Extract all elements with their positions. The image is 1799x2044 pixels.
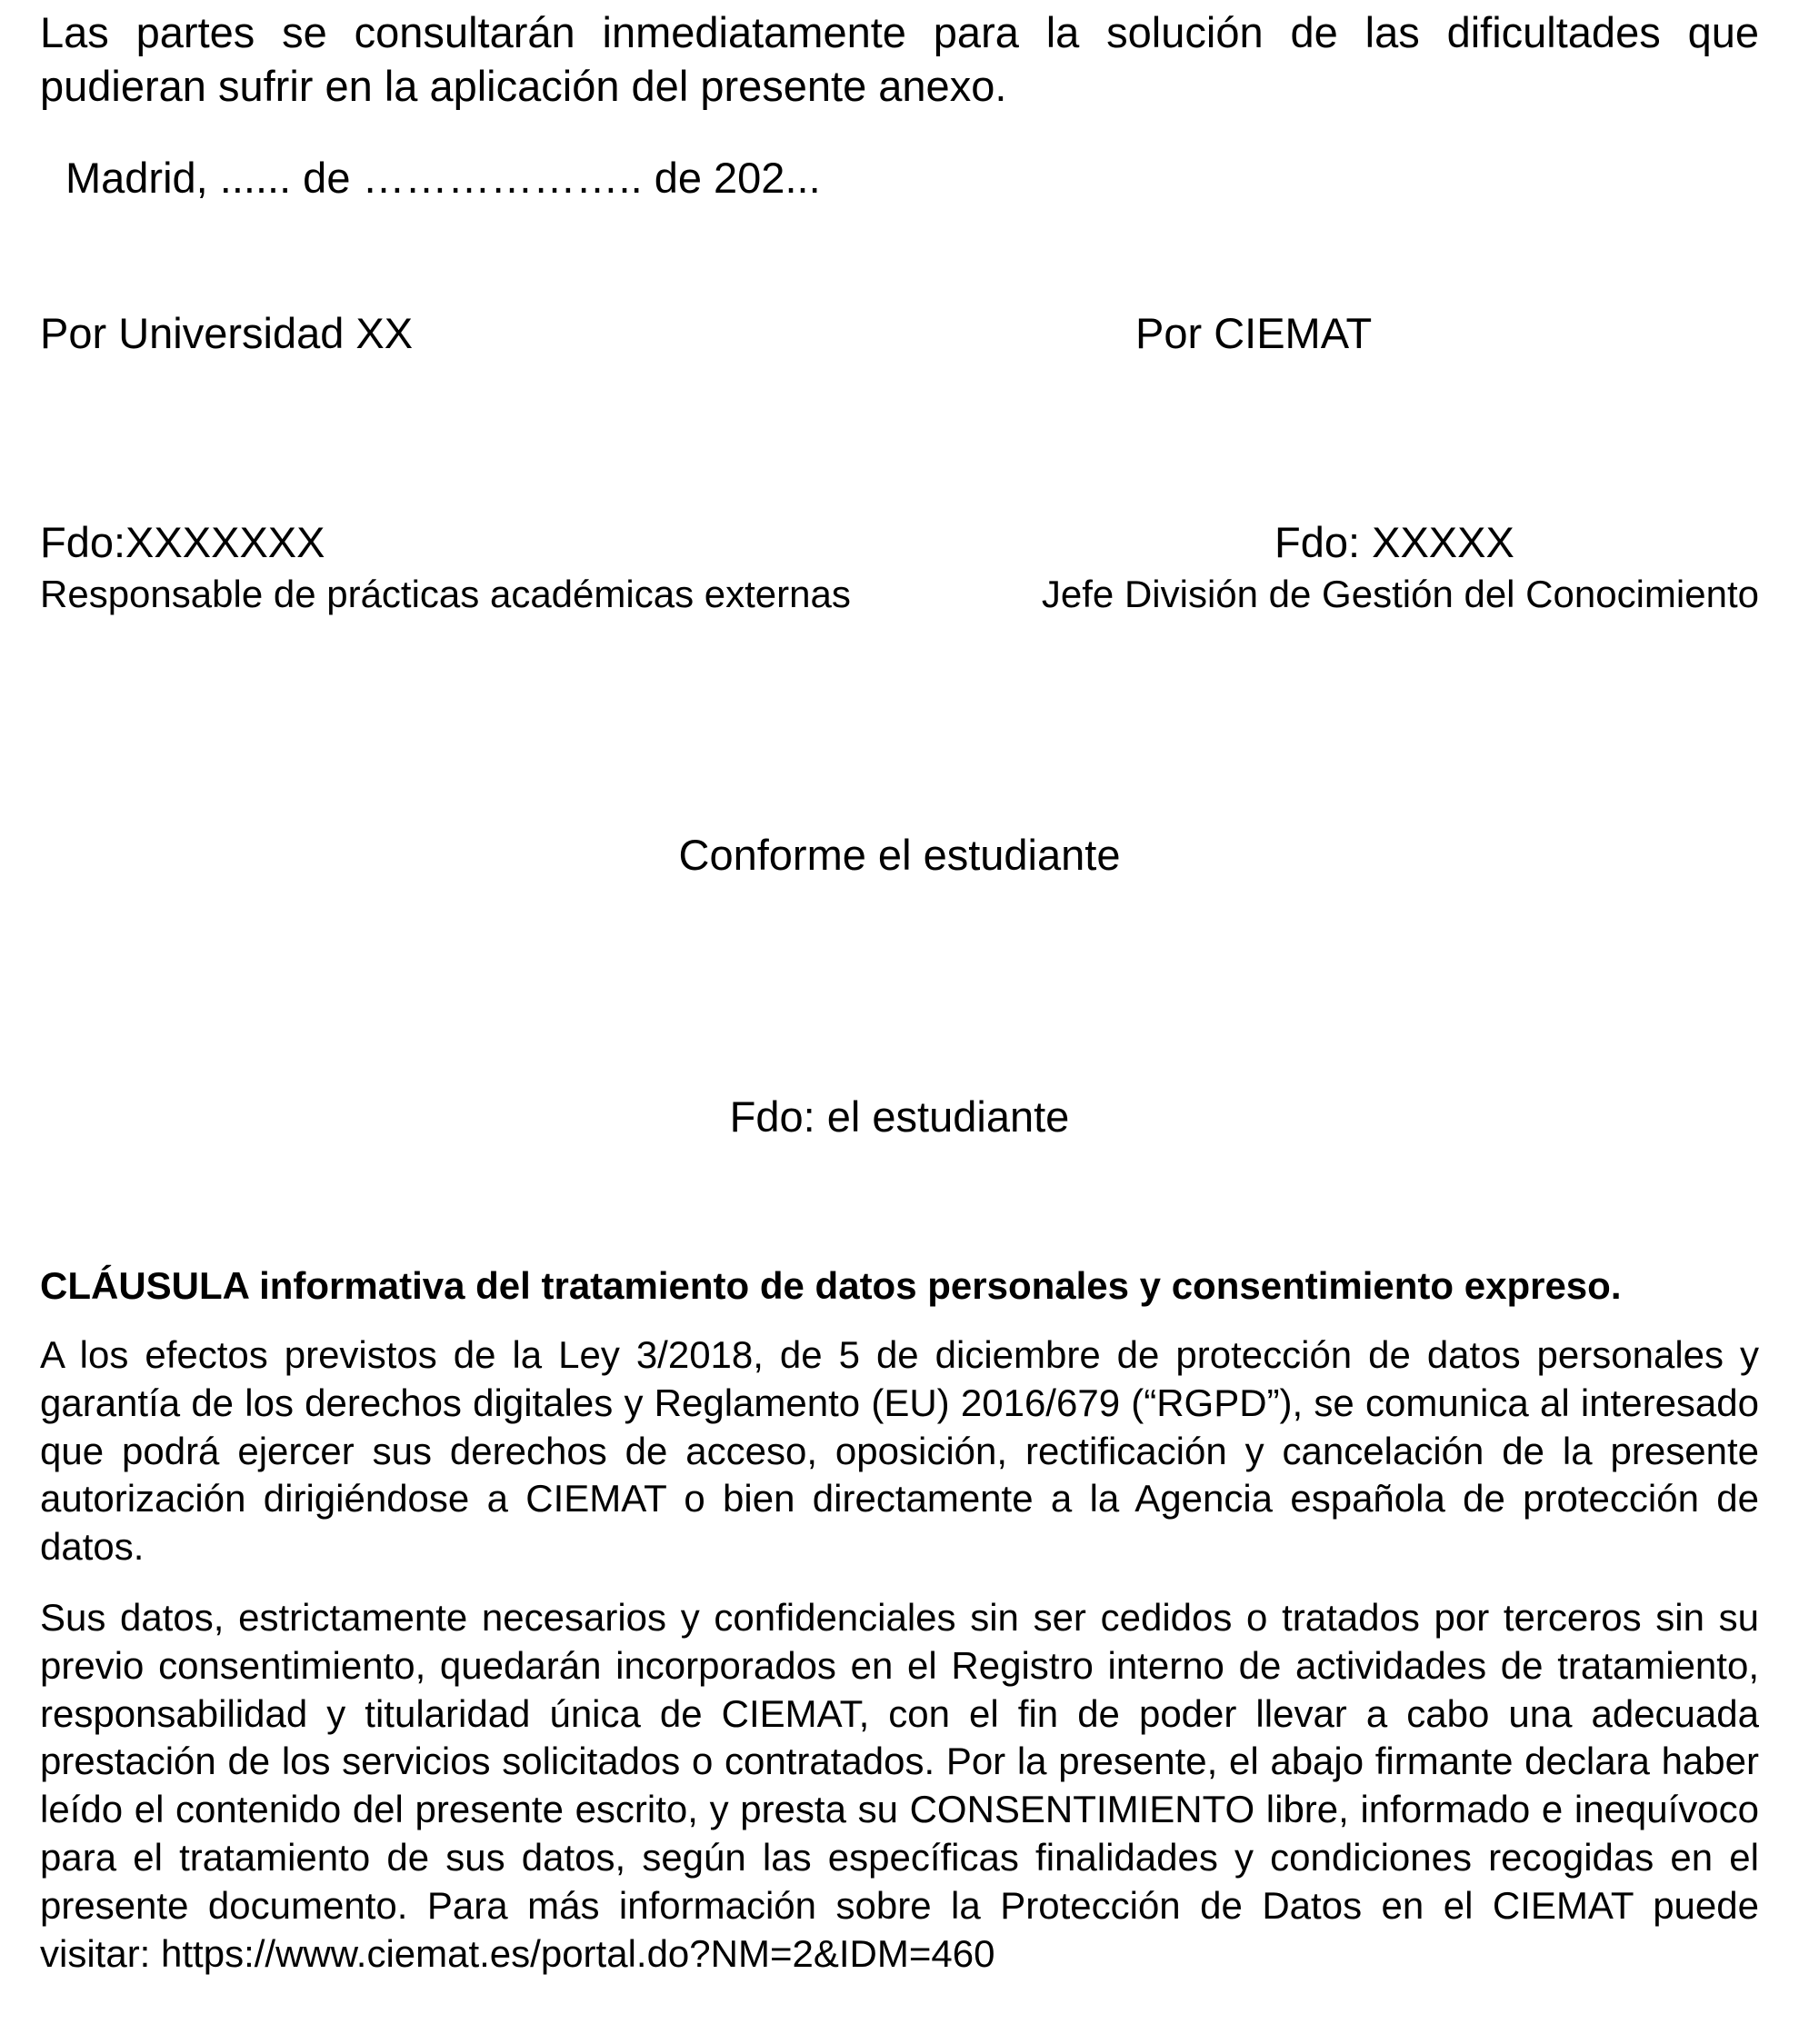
ciemat-signatory-role: Jefe División de Gestión del Conocimiento bbox=[1041, 573, 1759, 615]
opening-paragraph: Las partes se consultarán inmediatamente para la solución de las dificultades que pudieran sufrir en la aplicación del presente anexo. bbox=[40, 8, 1759, 110]
student-signatory: Fdo: el estudiante bbox=[729, 1092, 1070, 1141]
university-signatory: Fdo:XXXXXXX bbox=[40, 518, 325, 566]
place-date-line: Madrid, ...... de ……………….. de 202... bbox=[65, 154, 821, 202]
clause-title: CLÁUSULA informativa del tratamiento de datos personales y consentimiento expreso. bbox=[40, 1264, 1622, 1307]
clause-paragraph-2 bbox=[40, 1594, 1759, 1978]
ciemat-signature-heading: Por CIEMAT bbox=[1135, 309, 1373, 357]
data-protection-link[interactable]: https://www.ciemat.es/portal.do?NM=2&IDM=460 bbox=[161, 1931, 995, 1975]
clause-paragraph-1: A los efectos previstos de la Ley 3/2018, de 5 de diciembre de protección de datos personales y garantía de los derechos digitales y Reglamento (EU) 2016/679 (“RGPD”), se comunica al interesado que podrá ejercer sus derechos de acceso, oposición, rectificación y cancelación de la presente autorización dirigiéndose a CIEMAT o bien directamente a la Agencia española de protección de datos. bbox=[40, 1333, 1759, 1569]
student-agreement: Conforme el estudiante bbox=[678, 831, 1121, 879]
ciemat-signatory: Fdo: XXXXX bbox=[1274, 518, 1514, 566]
university-signature-heading: Por Universidad XX bbox=[40, 309, 414, 357]
clause-paragraph-2-text: Sus datos, estrictamente necesarios y confidenciales sin ser cedidos o tratados por terceros sin su previo consentimiento, quedarán incorporados en el Registro interno de actividades de tratamiento, responsabilidad y titularidad única de CIEMAT, con el fin de poder llevar a cabo una adecuada prestación de los servicios solicitados o contratados. Por la presente, el abajo firmante declara haber leído el contenido del presente escrito, y presta su CONSENTIMIENTO libre, informado e inequívoco para el tratamiento de sus datos, según las específicas finalidades y condiciones recogidas en el presente documento. Para más información sobre la Protección de Datos en el CIEMAT puede visitar: bbox=[40, 1596, 1759, 1975]
university-signatory-role: Responsable de prácticas académicas externas bbox=[40, 573, 851, 615]
